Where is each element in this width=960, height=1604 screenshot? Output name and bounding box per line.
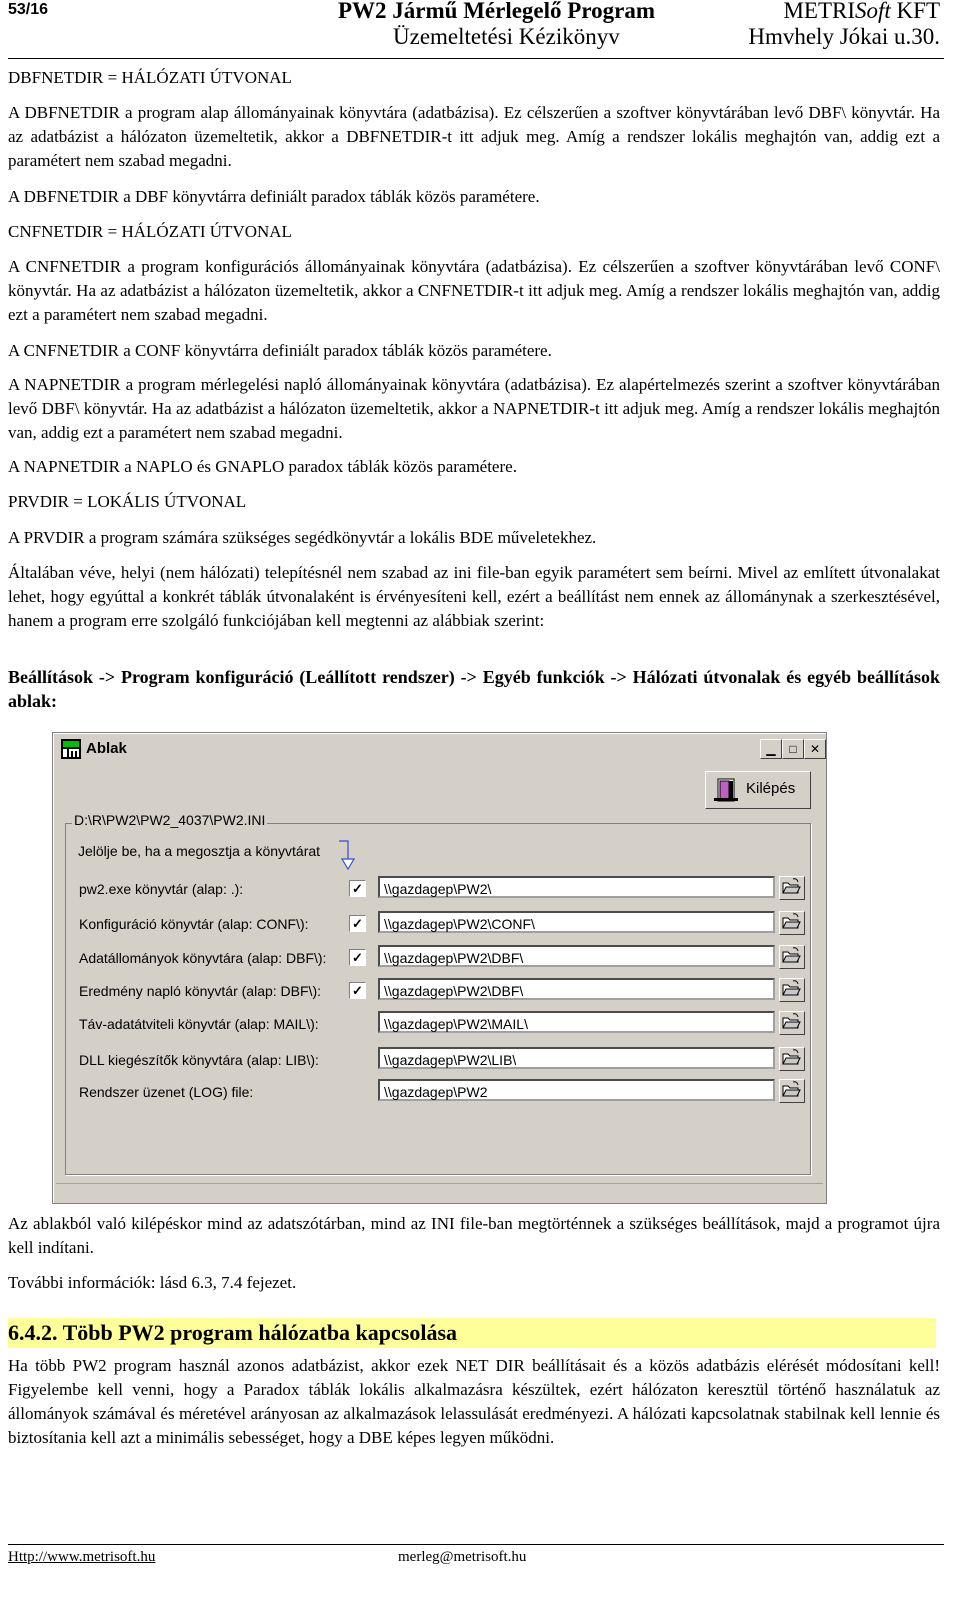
exit-button-label: Kilépés bbox=[746, 780, 796, 797]
exit-door-icon bbox=[714, 778, 740, 802]
paragraph-dbfnetdir: A DBFNETDIR a program alap állományainak könyvtára (adatbázisa). Ez célszerűen a szoftver könyvtárában levő DBF\ könyvtár. Ha az adatbázist a hálózaton üzemeltetik, akkor a DBFNETDIR-t itt adjuk meg. Amíg a rendszer lokális meghajtón van, addig ezt a paramétert nem szabad megadni. bbox=[8, 103, 940, 170]
page-footer bbox=[8, 1544, 944, 1575]
horizontal-scrollbar[interactable] bbox=[56, 1183, 823, 1200]
paragraph-prvdir: A PRVDIR a program számára szükséges segédkönyvtár a lokális BDE műveletekhez. bbox=[8, 528, 597, 547]
directory-row-label: DLL kiegészítők könyvtára (alap: LIB\): bbox=[79, 1052, 319, 1068]
paragraph-dbfnetdir-note: A DBFNETDIR a DBF könyvtárra definiált paradox táblák közös paramétere. bbox=[8, 187, 540, 206]
window-title: Ablak bbox=[86, 740, 127, 757]
directory-row-label: Eredmény napló könyvtár (alap: DBF\): bbox=[79, 983, 321, 999]
paragraph-exit-note: Az ablakból való kilépéskor mind az adatszótárban, mind az INI file-ban megtörténnek a szükséges beállítások, majd a programot újra kell indítani. bbox=[8, 1214, 940, 1257]
folder-open-icon[interactable] bbox=[779, 1047, 805, 1071]
param-heading-prvdir: PRVDIR = LOKÁLIS ÚTVONAL bbox=[8, 492, 247, 511]
paragraph-napnetdir-note: A NAPNETDIR a NAPLO és GNAPLO paradox táblák közös paramétere. bbox=[8, 457, 517, 476]
page-header bbox=[8, 0, 944, 59]
window-titlebar bbox=[56, 736, 823, 763]
down-arrow-icon bbox=[338, 839, 358, 871]
folder-open-icon[interactable] bbox=[779, 876, 805, 900]
paragraph-more-info: További információk: lásd 6.3, 7.4 fejezet. bbox=[8, 1273, 297, 1292]
directory-row-label: Adatállományok könyvtára (alap: DBF\): bbox=[79, 950, 327, 966]
directory-path-input[interactable]: \\gazdagep\PW2\DBF\ bbox=[378, 945, 775, 967]
param-heading-dbfnetdir: DBFNETDIR = HÁLÓZATI ÚTVONAL bbox=[8, 68, 292, 87]
folder-open-icon[interactable] bbox=[779, 1011, 805, 1035]
directory-path-input[interactable]: \\gazdagep\PW2 bbox=[378, 1079, 775, 1101]
paragraph-network: Ha több PW2 program használ azonos adatbázist, akkor ezek NET DIR beállításait és a közös adatbázis elérését módosítani kell! Figyelembe kell venni, hogy a Paradox táblák lokális alkalmazásra készültek, ezért hálózaton keresztül történő használatuk az állományok számával és méretével arányosan az alkalmazások lelassulását eredményezi. A hálózati kapcsolatnak stabilnak kell lennie és biztosítania kell azt a minimális sebességet, hogy a DBE képes legyen működni. bbox=[8, 1356, 940, 1447]
company-name: METRISoft KFT bbox=[783, 0, 940, 23]
directory-row bbox=[53, 978, 823, 1004]
folder-open-icon[interactable] bbox=[779, 945, 805, 969]
footer-email: merleg@metrisoft.hu bbox=[398, 1549, 527, 1565]
maximize-icon[interactable]: □ bbox=[782, 739, 804, 759]
app-icon bbox=[60, 738, 82, 760]
directory-path-input[interactable]: \\gazdagep\PW2\DBF\ bbox=[378, 978, 775, 1000]
footer-url[interactable]: Http://www.metrisoft.hu bbox=[8, 1549, 156, 1565]
share-checkbox[interactable]: ✓ bbox=[349, 982, 366, 999]
directory-row-label: Rendszer üzenet (LOG) file: bbox=[79, 1084, 254, 1100]
ini-path: D:\R\PW2\PW2_4037\PW2.INI bbox=[74, 812, 266, 828]
directory-row bbox=[53, 1047, 823, 1073]
folder-open-icon[interactable] bbox=[779, 911, 805, 935]
directory-row bbox=[53, 911, 823, 937]
minimize-icon[interactable]: ▁ bbox=[760, 739, 782, 759]
doc-subtitle: Üzemeltetési Kézikönyv bbox=[393, 24, 620, 49]
share-checkbox[interactable]: ✓ bbox=[349, 915, 366, 932]
section-heading: 6.4.2. Több PW2 program hálózatba kapcsolása bbox=[8, 1318, 936, 1348]
directory-row bbox=[53, 876, 823, 902]
directory-row-label: pw2.exe könyvtár (alap: .): bbox=[79, 881, 244, 897]
menu-path: Beállítások -> Program konfiguráció (Leállított rendszer) -> Egyéb funkciók -> Hálózati útvonalak és egyéb beállítások ablak: bbox=[8, 667, 940, 711]
directory-row bbox=[53, 1011, 823, 1037]
share-checkbox[interactable]: ✓ bbox=[349, 880, 366, 897]
directory-path-input[interactable]: \\gazdagep\PW2\CONF\ bbox=[378, 911, 775, 933]
doc-title: PW2 Jármű Mérlegelő Program bbox=[338, 0, 655, 23]
page-number: 53/16 bbox=[8, 1, 49, 18]
folder-open-icon[interactable] bbox=[779, 978, 805, 1002]
settings-window bbox=[52, 732, 827, 1204]
param-heading-cnfnetdir: CNFNETDIR = HÁLÓZATI ÚTVONAL bbox=[8, 222, 292, 241]
directory-path-input[interactable]: \\gazdagep\PW2\LIB\ bbox=[378, 1047, 775, 1069]
paragraph-cnfnetdir: A CNFNETDIR a program konfigurációs állományainak könyvtára (adatbázisa). Ez célszerűen a szoftver könyvtárában levő CONF\ könyvtár. Ha az adatbázist a hálózaton üzemeltetik, akkor a CNFNETDIR-t itt adjuk meg. Amíg a rendszer lokális meghajtón van, addig ezt a paramétert nem szabad megadni. bbox=[8, 257, 940, 324]
directory-row bbox=[53, 1079, 823, 1105]
directory-row bbox=[53, 945, 823, 971]
directory-path-input[interactable]: \\gazdagep\PW2\ bbox=[378, 876, 775, 898]
directory-row-label: Konfiguráció könyvtár (alap: CONF\): bbox=[79, 916, 309, 932]
share-checkbox[interactable]: ✓ bbox=[349, 949, 366, 966]
close-icon[interactable]: ✕ bbox=[804, 739, 826, 759]
directory-row-label: Táv-adatátviteli könyvtár (alap: MAIL\): bbox=[79, 1016, 319, 1032]
exit-button[interactable] bbox=[705, 771, 811, 809]
directory-path-input[interactable]: \\gazdagep\PW2\MAIL\ bbox=[378, 1011, 775, 1033]
folder-open-icon[interactable] bbox=[779, 1079, 805, 1103]
paragraph-napnetdir: A NAPNETDIR a program mérlegelési napló állományainak könyvtára (adatbázisa). Ez alapértelmezés szerint a szoftver könyvtárában levő DBF\ könyvtár. Ha az adatbázist a hálózaton üzemeltetik, akkor a NAPNETDIR-t itt adjuk meg. Amíg a rendszer lokális meghajtón van, addig ezt a paramétert nem szabad megadni. bbox=[8, 375, 940, 442]
company-address: Hmvhely Jókai u.30. bbox=[748, 24, 940, 49]
paragraph-cnfnetdir-note: A CNFNETDIR a CONF könyvtárra definiált paradox táblák közös paramétere. bbox=[8, 341, 552, 360]
paragraph-general: Általában véve, helyi (nem hálózati) telepítésnél nem szabad az ini file-ban egyik paramétert sem beírni. Mivel az említett útvonalakat lehet, hogy egyúttal a konkrét táblák útvonalaként is érvényesíteni kell, ezért a beállítást nem ennek az állománynak a szerkesztésével, hanem a program erre szolgáló funkciójában kell megtenni az alábbiak szerint: bbox=[8, 563, 940, 630]
share-hint: Jelölje be, ha a megosztja a könyvtárat bbox=[78, 843, 321, 859]
